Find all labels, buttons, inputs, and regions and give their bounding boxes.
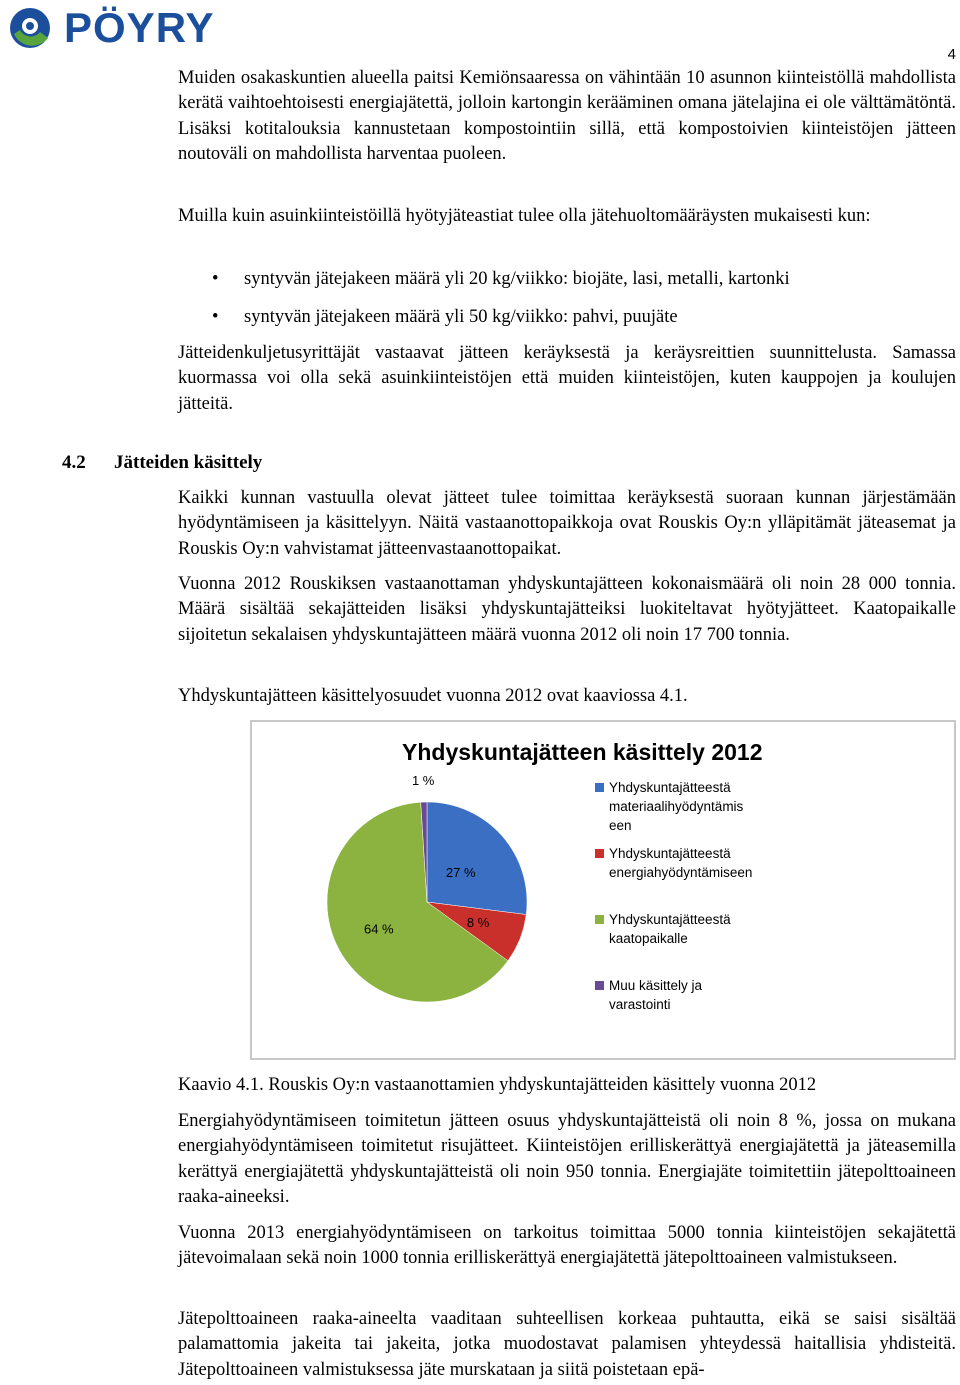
paragraph-collection-areas: Muiden osakaskuntien alueella paitsi Kemiönsaaressa on vähintään 10 asunnon kiinteistöllä mahdollista kerätä vaihtoehtoisesti energiajätettä, jolloin kartongin kerääminen omana jätelajina ei ole välttämätöntä. Lisäksi kotitalouksia kannustetaan kompostointiin sillä, että kompostoivien kiinteistöjen jätteen noutoväli on mahdollista harventaa puoleen. [178, 68, 956, 165]
figure-caption: Kaavio 4.1. Rouskis Oy:n vastaanottamien yhdyskuntajätteiden käsittely vuonna 2012 [178, 1075, 817, 1095]
pie-slice-value-label: 8 % [466, 915, 490, 931]
paragraph-total-amount: Vuonna 2012 Rouskiksen vastaanottaman yhdyskuntajätteen kokonaismäärä oli noin 28 000 tonnia. Määrä sisältää sekajätteiden lisäksi yhdyskuntajätteiksi luokiteltavat hyötyjätteet. Kaatopaikalle sijoitetun sekalaisen yhdyskuntajätteen määrä vuonna 2012 oli noin 17 700 tonnia. [178, 574, 956, 645]
legend-swatch [595, 849, 604, 858]
legend-label: Muu käsittely ja [609, 978, 703, 993]
paragraph-energy-recovery: Energiahyödyntämiseen toimitetun jätteen osuus yhdyskuntajätteistä oli noin 8 %, jossa on mukana energiahyödyntämiseen toimitetut risujätteet. Kiinteistöjen erilliskerättyä energiajätettä ja jäteasemilla kerättyä energiajätettä yhdyskuntajätteistä oli noin 950 tonnia. Energiajäte toimitettiin jätepolttoaineen raaka-aineeksi. [178, 1111, 956, 1208]
logo-wordmark: PÖYRY [64, 4, 215, 51]
section-title: Jätteiden käsittely [114, 452, 263, 473]
legend-label: materiaalihyödyntämis [609, 799, 744, 814]
paragraph-non-residential: Muilla kuin asuinkiinteistöillä hyötyjäteastiat tulee olla jätehuoltomääräysten mukaisesti kun: [178, 206, 871, 226]
paragraph-chart-reference: Yhdyskuntajätteen käsittelyosuudet vuonna 2012 ovat kaaviossa 4.1. [178, 686, 688, 706]
legend-label: Yhdyskuntajätteestä [609, 780, 731, 795]
legend-swatch [595, 783, 604, 792]
paragraph-fuel-quality: Jätepolttoaineen raaka-aineelta vaaditaan suhteellisen korkeaa puhtautta, eikä se saisi sisältää palamattomia jakeita tai jakeita, jotka muodostavat palamisen yhteydessä haitallisia yhdisteitä. Jätepolttoaineen valmistuksessa jäte murskataan ja siitä poistetaan epä- [178, 1309, 956, 1380]
bullet-dot-icon: • [212, 269, 219, 289]
page-number: 4 [947, 46, 956, 63]
bullet-text: syntyvän jätejakeen määrä yli 50 kg/viikko: pahvi, puujäte [244, 307, 678, 327]
pie-slice-value-label: 1 % [411, 773, 435, 789]
legend-swatch [595, 981, 604, 990]
paragraph-municipal-responsibility: Kaikki kunnan vastuulla olevat jätteet tulee toimittaa keräyksestä suoraan kunnan järjestämään hyödyntämiseen ja käsittelyyn. Näitä vastaanottopaikkoja ovat Rouskis Oy:n ylläpitämät jäteasemat ja Rouskis Oy:n vahvistamat jätteenvastaanottopaikat. [178, 488, 956, 559]
paragraph-transport-operators: Jätteidenkuljetusyrittäjät vastaavat jätteen keräyksestä ja keräysreittien suunnittelusta. Samassa kuormassa voi olla sekä asuinkiinteistöjen että muiden kiinteistöjen, kuten kauppojen ja koulujen jätteitä. [178, 343, 956, 414]
section-number: 4.2 [62, 452, 86, 473]
bullet-dot-icon: • [212, 307, 219, 327]
pie-chart-container [250, 720, 956, 1060]
legend-label: Yhdyskuntajätteestä [609, 846, 731, 861]
chart-title: Yhdyskuntajätteen käsittely 2012 [402, 739, 763, 765]
legend-label: kaatopaikalle [609, 931, 688, 946]
chart-legend [595, 780, 752, 1012]
legend-label: varastointi [609, 997, 671, 1012]
paragraph-2013-plan: Vuonna 2013 energiahyödyntämiseen on tarkoitus toimittaa 5000 tonnia kiinteistöjen sekajätettä jätevoimalaan sekä noin 1000 tonnia erilliskerättyä energiajätettä jätepolttoaineen valmistukseen. [178, 1223, 956, 1269]
pie-chart [252, 722, 954, 1058]
pie-slice-value-label: 27 % [445, 865, 476, 881]
poyry-logo [4, 4, 244, 52]
legend-label: energiahyödyntämiseen [609, 865, 753, 880]
poyry-logo-mark [4, 4, 60, 52]
legend-label: Yhdyskuntajätteestä [609, 912, 731, 927]
legend-swatch [595, 915, 604, 924]
legend-label: een [609, 818, 632, 833]
bullet-text: syntyvän jätejakeen määrä yli 20 kg/viikko: biojäte, lasi, metalli, kartonki [244, 269, 790, 289]
pie-slice-value-label: 64 % [363, 921, 394, 937]
pie-slice [427, 802, 527, 915]
pie-slices [327, 802, 527, 1002]
